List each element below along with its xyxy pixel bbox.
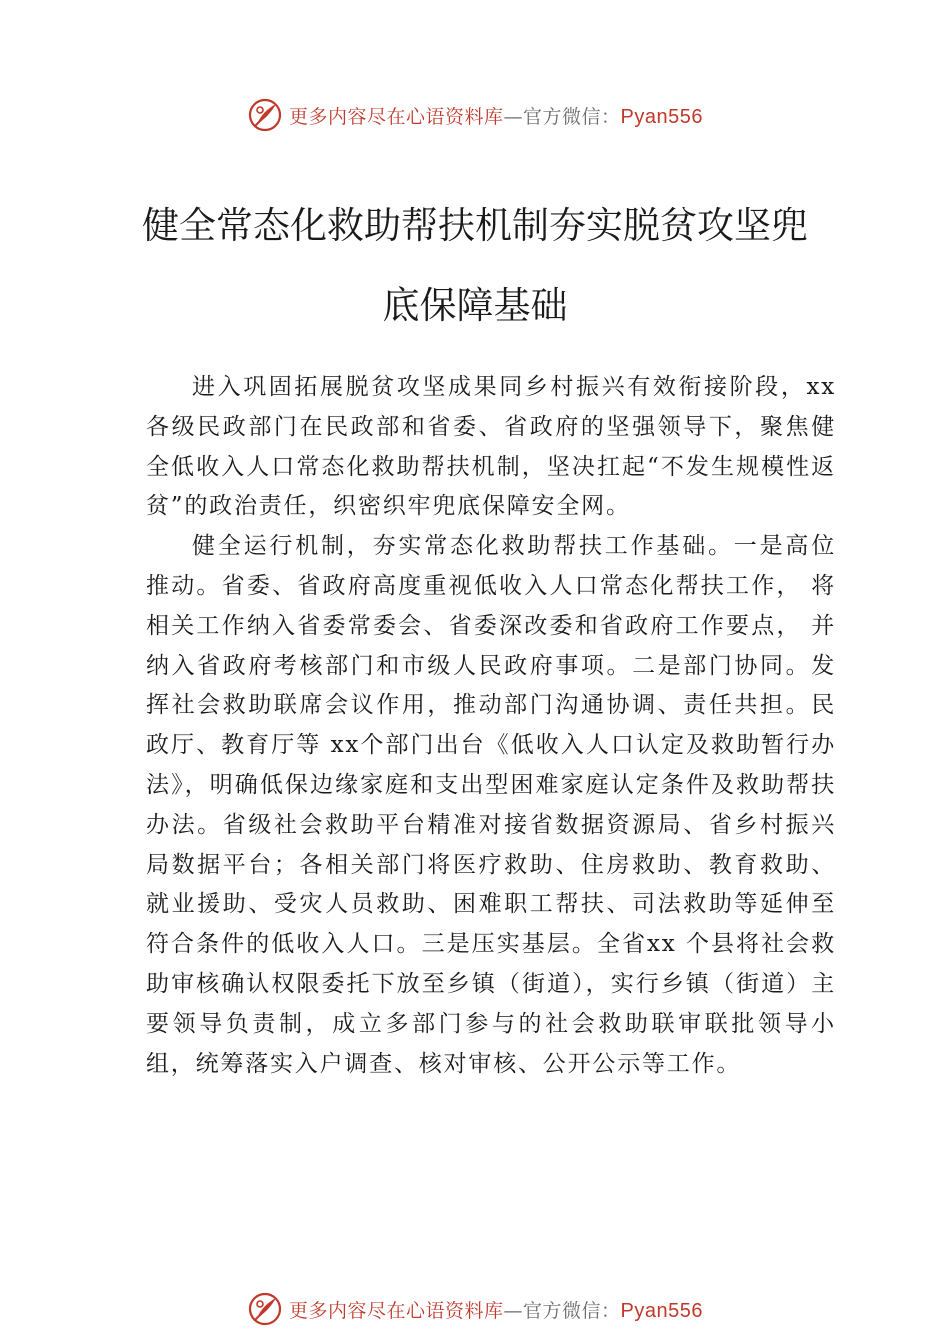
document-title-line-1: 健全常态化救助帮扶机制夯实脱贫攻坚兜 [142, 204, 808, 247]
document-title [140, 186, 810, 346]
watermark-handle: Pyan556 [620, 1299, 703, 1322]
watermark-brand: 更多内容尽在心语资料库 [289, 1299, 504, 1322]
paragraph-mechanism: 健全运行机制，夯实常态化救助帮扶工作基础。一是高位推动。省委、省政府高度重视低收入人口常态化帮扶工作， 将相关工作纳入省委常委会、省委深改委和省政府工作要点， 并纳入省政府考核部门和市级人民政府事项。二是部门协同。发挥社会救助联席会议作用，推动部门沟通协调、责任共担。民政厅、教育厅等 xx个部门出台《低收入人口认定及救助暂行办法》，明确低保边缘家庭和支出型困难家庭认定条件及救助帮扶办法。省级社会救助平台精准对接省数据资源局、省乡村振兴局数据平台；各相关部门将医疗救助、住房救助、教育救助、就业援助、受灾人员救助、困难职工帮扶、司法救助等延伸至符合条件的低收入人口。三是压实基层。全省xx 个县将社会救助审核确认权限委托下放至乡镇（街道），实行乡镇（街道）主要领导负责制，成立多部门参与的社会救助联审联批领导小组，统筹落实入户调查、核对审核、公开公示等工作。 [146, 533, 836, 1077]
document-body [146, 368, 836, 1084]
document-title-line-2: 底保障基础 [382, 284, 568, 327]
watermark-brand: 更多内容尽在心语资料库 [289, 105, 504, 128]
watermark-separator: —官方微信： [503, 105, 621, 128]
paragraph-intro: 进入巩固拓展脱贫攻坚成果同乡村振兴有效衔接阶段，xx各级民政部门在民政部和省委、省政府的坚强领导下，聚焦健全低收入人口常态化救助帮扶机制，坚决扛起“不发生规模性返贫”的政治责任，织密织牢兜底保障安全网。 [146, 374, 836, 520]
watermark-text [289, 102, 703, 129]
footer-watermark-banner [0, 1287, 950, 1331]
quill-pen-circle-icon [247, 1291, 283, 1327]
watermark-separator: —官方微信： [503, 1299, 621, 1322]
header-watermark-banner [0, 93, 950, 137]
watermark-handle: Pyan556 [620, 105, 703, 128]
watermark-text [289, 1296, 703, 1323]
quill-pen-circle-icon [247, 97, 283, 133]
